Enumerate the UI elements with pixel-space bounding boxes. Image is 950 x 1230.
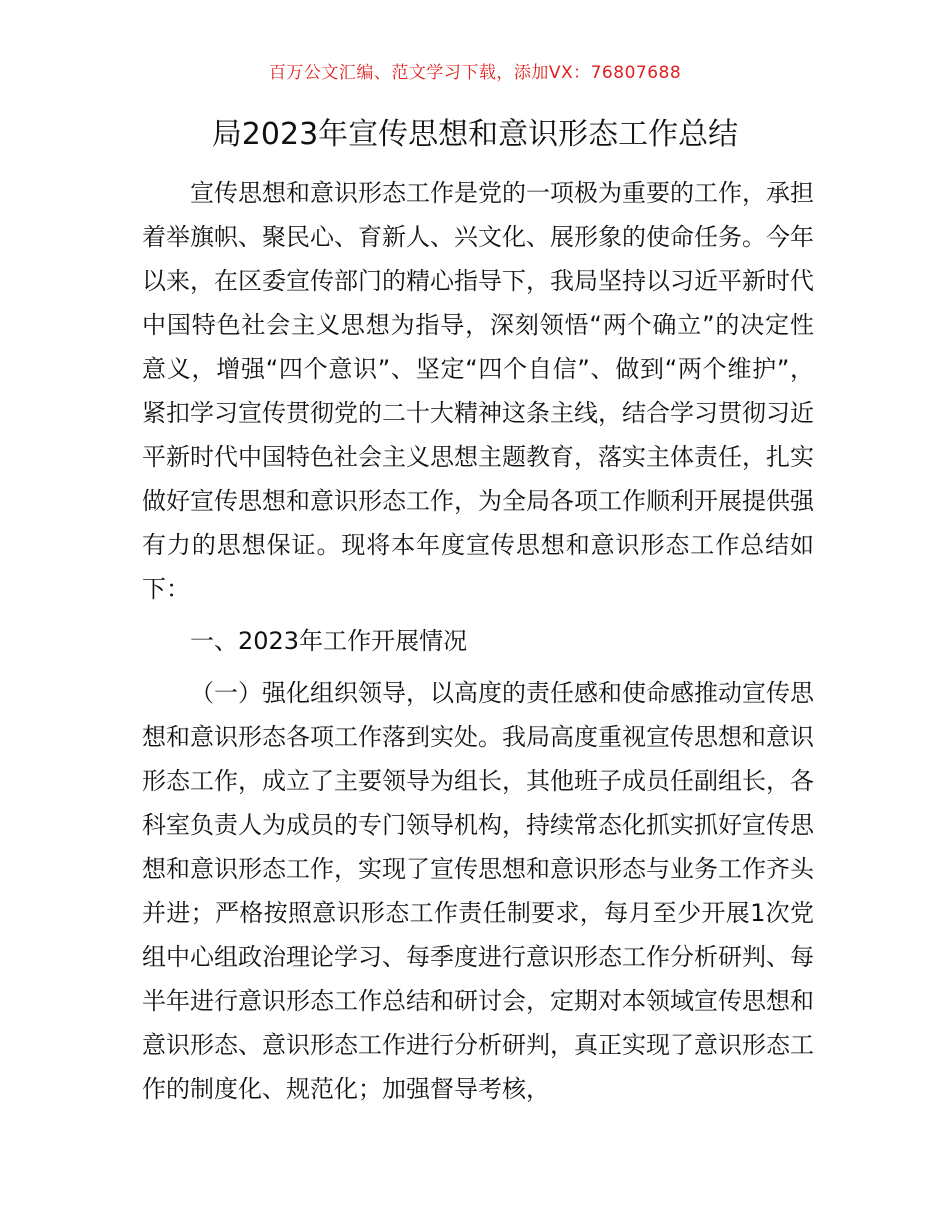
intro-paragraph: 宣传思想和意识形态工作是党的一项极为重要的工作，承担着举旗帜、聚民心、育新人、兴文化、展形象的使命任务。今年以来，在区委宣传部门的精心指导下，我局坚持以习近平新时代中国特色社会主义思想为指导，深刻领悟“两个确立”的决定性意义，增强“四个意识”、坚定“四个自信”、做到“两个维护”，紧扣学习宣传贯彻党的二十大精神这条主线，结合学习贯彻习近平新时代中国特色社会主义思想主题教育，落实主体责任，扎实做好宣传思想和意识形态工作，为全局各项工作顺利开展提供强有力的思想保证。现将本年度宣传思想和意识形态工作总结如下： — [142, 179, 814, 603]
body-paragraph: （一）强化组织领导，以高度的责任感和使命感推动宣传思想和意识形态各项工作落到实处。我局高度重视宣传思想和意识形态工作，成立了主要领导为组长，其他班子成员任副组长，各科室负责人为成员的专门领导机构，持续常态化抓实抓好宣传思想和意识形态工作，实现了宣传思想和意识形态与业务工作齐头并进；严格按照意识形态工作责任制要求，每月至少开展1次党组中心组政治理论学习、每季度进行意识形态工作分析研判、每半年进行意识形态工作总结和研讨会，定期对本领域宣传思想和意识形态、意识形态工作进行分析研判，真正实现了意识形态工作的制度化、规范化；加强督导考核， — [142, 679, 814, 1103]
document-title: 局2023年宣传思想和意识形态工作总结 — [211, 117, 739, 152]
section-heading: 一、2023年工作开展情况 — [190, 627, 468, 655]
document-body — [142, 171, 814, 1111]
watermark-header: 百万公文汇编、范文学习下载，添加VX：76807688 — [268, 63, 682, 83]
